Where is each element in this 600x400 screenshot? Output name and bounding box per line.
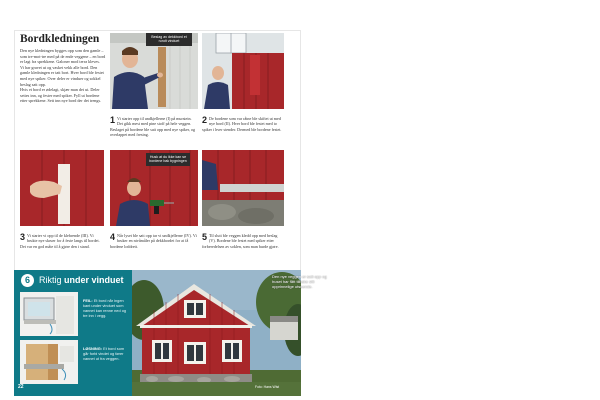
- section-title-light: Riktig: [39, 275, 62, 285]
- step-3-number: 3: [20, 232, 26, 243]
- feil-text: Et bord når ingen kant under vinduet som vannet kan renne ned og tre inn i vegg.: [83, 297, 127, 318]
- photo-step-5: [202, 150, 284, 226]
- step-4-text: Når lyset ble satt opp tar vi undkjellerne (IV). Vi bruker en nivåmåler på dekkbordet for at få bordene loddrett.: [110, 233, 197, 249]
- losning-text: Et bord som går forbi vindet og fører vannet ut fra veggen.: [83, 345, 125, 361]
- feil-text-block: [83, 294, 127, 319]
- page-number: 22: [18, 384, 24, 390]
- photo-step-2: [202, 33, 284, 109]
- article-title: Bordkledningen: [20, 33, 100, 45]
- step-2-caption: [202, 111, 284, 132]
- section-title: [39, 275, 124, 285]
- photo-step-3: [20, 150, 104, 226]
- callout-middle: Husk at du ikke kan se bordene bak bygningen: [146, 153, 190, 166]
- feil-label: FEIL:: [83, 297, 93, 303]
- step-1-number: 1: [110, 115, 116, 126]
- house-caption: Den nye veggen er satt opp og huset har fått tilbake sitt opprinnelige utseende.: [272, 274, 327, 289]
- losning-label: LØSNING:: [83, 345, 103, 351]
- step-1-text: Vi starter opp til undkjellerne (I) på murstein. Det gikk mest med pine stoff på hele veggen. Beslaget på bordene ble satt opp med nye spiker, og overlappet med fresing.: [110, 116, 196, 137]
- step-2-number: 2: [202, 115, 208, 126]
- step-1-caption: [110, 111, 198, 137]
- section-title-bold: under vinduet: [64, 275, 124, 285]
- step-4-number: 4: [110, 232, 116, 243]
- photo-credit: Foto: Hans Wist: [255, 385, 280, 389]
- step-5-number: 5: [202, 232, 208, 243]
- step-5-caption: [202, 228, 284, 249]
- callout-top: Beslag av dekkbord et rundt vinduet: [146, 33, 192, 46]
- step-3-caption: [20, 228, 104, 249]
- step-2-text: De bordene som var råtne ble skiftet ut med nye bord (II). Hver bord ble festet med to spiker i hver stender. Dermed ble bordene festet.: [202, 116, 282, 132]
- article-intro: Den nye kledningen bygges opp som den gamle – som tre-mot-tre med på de ende veggene – en bord er lagt fra sprekkene. Galoner mod terra kleves. Vi har gravet ut og vasket vekk alle bord. Den gamle kledningen er tatt bort. Hver bord ble festet med nye spiker. Over deler er vinduer og sokkel beslag satt opp. Hvis et bord er ødelagt, skjær man det ut. Deler settes inn, og fester med spiker. Fyll ut bordene etter sprekkene. Sett inn nye bord der det trengs.: [20, 48, 106, 104]
- step-5-text: Til slutt ble veggen kledd opp med beslag (V). Bordene ble festet med spiker etter forberedelsen av soklen, som man burde gjøre.: [202, 233, 279, 249]
- diagram-solution: [20, 340, 78, 384]
- step-4-caption: [110, 228, 198, 249]
- section-number-badge: 6: [21, 274, 34, 287]
- diagram-wrong: [20, 292, 78, 336]
- losning-text-block: [83, 342, 127, 362]
- step-3-text: Vi starter vi opp til de klebrende (III). Vi brukte nye skruer for å feste langs til bordet. Det var en god måte til å gjøre den i stand.: [20, 233, 100, 249]
